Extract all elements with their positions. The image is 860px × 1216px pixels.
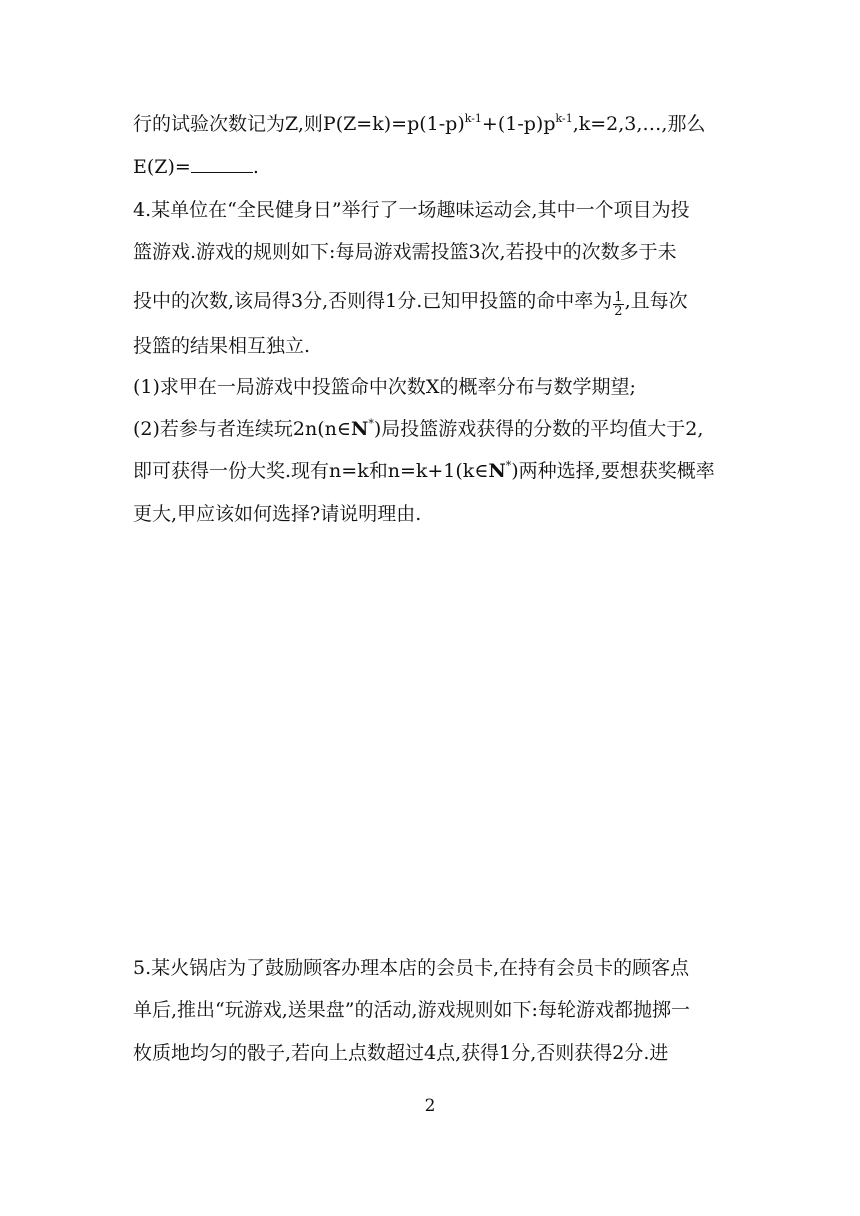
q5-line-3: 枚质地均匀的骰子,若向上点数超过4点,获得1分,否则获得2分.进 <box>133 1042 669 1064</box>
page-number: 2 <box>424 1096 436 1116</box>
q4-text-a: 投中的次数,该局得3分,否则得1分.已知甲投篮的命中率为 <box>133 290 613 312</box>
star-superscript: * <box>368 417 374 430</box>
fraction-numerator: 1 <box>614 290 623 305</box>
exponent: k-1 <box>464 112 482 125</box>
q4-part2-line-3: 更大,甲应该如何选择?请说明理由. <box>133 503 422 525</box>
q4-line-2: 篮游戏.游戏的规则如下:每局游戏需投篮3次,若投中的次数多于未 <box>133 241 677 263</box>
q4-line-3 <box>133 289 688 318</box>
q3-line-2 <box>133 155 259 179</box>
q4-part2-text-c: 即可获得一份大奖.现有n=k和n=k+1(k∈ <box>133 460 489 482</box>
fraction-denominator: 2 <box>614 304 623 319</box>
q4-part1: (1)求甲在一局游戏中投篮命中次数X的概率分布与数学期望; <box>133 376 636 398</box>
q4-part2-line-2 <box>133 459 715 483</box>
q3-text-c: ,k=2,3,…,那么 <box>572 113 706 135</box>
fraction-one-half <box>613 291 623 318</box>
q4-line-1: 4.某单位在“全民健身日”举行了一场趣味运动会,其中一个项目为投 <box>133 199 690 221</box>
q3-text-a: 行的试验次数记为Z,则P(Z=k)=p(1-p) <box>133 113 465 135</box>
star-superscript: * <box>505 459 512 472</box>
q4-text-b: ,且每次 <box>624 290 688 312</box>
q3-line-1 <box>133 112 705 136</box>
q3-text-b: +(1-p)p <box>481 113 556 135</box>
natural-numbers-symbol: N <box>350 418 369 440</box>
q4-part2-text-a: (2)若参与者连续玩2n(n∈ <box>133 418 351 440</box>
q4-part2-text-d: )两种选择,要想获奖概率 <box>511 460 715 482</box>
q3-ez-label: E(Z)= <box>133 156 191 178</box>
answer-blank <box>191 156 253 173</box>
q5-line-1: 5.某火锅店为了鼓励顾客办理本店的会员卡,在持有会员卡的顾客点 <box>133 957 690 979</box>
natural-numbers-symbol: N <box>488 460 506 482</box>
q5-line-2: 单后,推出“玩游戏,送果盘”的活动,游戏规则如下:每轮游戏都抛掷一 <box>133 999 690 1021</box>
q4-line-4: 投篮的结果相互独立. <box>133 335 311 357</box>
exponent: k-1 <box>555 112 573 125</box>
q3-period: . <box>252 156 259 178</box>
q4-part2-line-1 <box>133 417 703 441</box>
q4-part2-text-b: )局投篮游戏获得的分数的平均值大于2, <box>373 418 704 440</box>
